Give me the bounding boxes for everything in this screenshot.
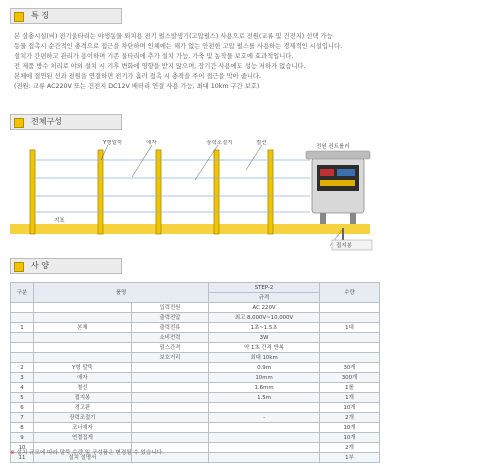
cell-spec: 1.6mm xyxy=(209,383,320,393)
section-title: 전체구성 xyxy=(31,117,62,126)
fence-post xyxy=(214,150,219,234)
cell-no: 3 xyxy=(11,373,34,383)
footnote xyxy=(10,448,164,456)
cell-qty: 1개 xyxy=(320,393,380,403)
fence-post xyxy=(156,150,161,234)
cell-qty: 2개 xyxy=(320,443,380,453)
cell-spec xyxy=(209,453,320,463)
cell-group: 장력조절기 xyxy=(34,413,132,423)
cell-no xyxy=(11,333,34,343)
cell-spec: AC 220V xyxy=(209,303,320,313)
cell-item xyxy=(131,403,208,413)
table-row xyxy=(11,433,380,443)
table-row xyxy=(11,323,380,333)
cell-group: 본체 xyxy=(34,323,132,333)
cell-qty xyxy=(320,313,380,323)
cell-spec: 최고 8,000V~10,000V xyxy=(209,313,320,323)
cell-item xyxy=(131,413,208,423)
cell-spec: 10mm xyxy=(209,373,320,383)
cell-no xyxy=(11,313,34,323)
bullet-square-icon xyxy=(14,118,24,128)
cell-no: 6 xyxy=(11,403,34,413)
cell-group xyxy=(34,343,132,353)
cell-qty: 10개 xyxy=(320,433,380,443)
bullet-square-icon xyxy=(14,12,24,22)
cell-no: 7 xyxy=(11,413,34,423)
table-row xyxy=(11,413,380,423)
cell-no: 2 xyxy=(11,363,34,373)
cell-no: 10 xyxy=(11,443,34,453)
cell-no xyxy=(11,303,34,313)
table-row xyxy=(11,303,380,313)
cell-no: 8 xyxy=(11,423,34,433)
paragraph-line: (전원: 교류 AC220V 또는 건전지 DC12V 배터리 연결 사용 가능, 최대 10km 구간 보호) xyxy=(14,83,260,90)
cell-spec xyxy=(209,443,320,453)
paragraph-line: 동물 접촉시 순간적인 충격으로 접근을 차단하며 인체에는 해가 없는 안전한 고압 펄스를 사용하는 경제적인 시설입니다. xyxy=(14,43,343,50)
cell-qty: 10개 xyxy=(320,403,380,413)
cell-qty: 10개 xyxy=(320,423,380,433)
section-header-specs xyxy=(10,258,122,274)
cell-group: 철선 xyxy=(34,383,132,393)
label-controller: 전원 컨트롤러 xyxy=(316,144,350,150)
bullet-square-icon xyxy=(14,262,24,272)
cell-qty xyxy=(320,353,380,363)
cell-item: 출력전압 xyxy=(131,313,208,323)
cell-item xyxy=(131,373,208,383)
cell-item: 펄스간격 xyxy=(131,343,208,353)
cell-spec: - xyxy=(209,413,320,423)
cell-qty: 1대 xyxy=(320,323,380,333)
cell-group: 경고판 xyxy=(34,403,132,413)
col-header-qty: 수량 xyxy=(320,283,380,303)
table-row xyxy=(11,383,380,393)
cell-item xyxy=(131,393,208,403)
label-post: Y형말뚝 xyxy=(103,140,123,146)
label-tension: 장력조절기 xyxy=(206,140,233,146)
cell-qty xyxy=(320,303,380,313)
cell-group: Y형 말뚝 xyxy=(34,363,132,373)
cell-qty: 1롤 xyxy=(320,383,380,393)
paragraph-line: 전 제품 방수 처리로 야외 설치 시 기후 변화에 영향을 받지 않으며, 장기간 사용에도 성능 저하가 없습니다. xyxy=(14,63,306,70)
cell-item: 소비전력 xyxy=(131,333,208,343)
cell-spec: 약 1초 간격 반복 xyxy=(209,343,320,353)
paragraph-line: 본체에 절연된 선과 전원을 연결하면 전기가 흘러 접촉 시 충격을 주어 접근을 막아 줍니다. xyxy=(14,73,262,80)
cell-group: 애자 xyxy=(34,373,132,383)
footnote-mark: ※ xyxy=(10,450,15,456)
cell-no: 5 xyxy=(11,393,34,403)
cell-group xyxy=(34,353,132,363)
cell-group: 설치 설명서 xyxy=(34,453,132,463)
table-row xyxy=(11,363,380,373)
section-title: 사 양 xyxy=(31,261,49,270)
cell-spec: 최대 10km xyxy=(209,353,320,363)
cell-group: 코너애자 xyxy=(34,423,132,433)
fence-diagram xyxy=(10,140,385,252)
table-row xyxy=(11,373,380,383)
label-insulator: 애자 xyxy=(146,140,157,146)
cell-group xyxy=(34,333,132,343)
cell-no: 1 xyxy=(11,323,34,333)
col-header-spec: 규격 xyxy=(209,293,320,303)
fence-post xyxy=(30,150,35,234)
table-row xyxy=(11,343,380,353)
cell-item: 보호거리 xyxy=(131,353,208,363)
cell-qty xyxy=(320,333,380,343)
cell-group: 접지봉 xyxy=(34,393,132,403)
table-row xyxy=(11,403,380,413)
paragraph-line: 설치가 간편하고 관리가 용이하며 기존 울타리에 추가 설치 가능, 가축 및 농작물 보호에 효과적입니다. xyxy=(14,53,294,60)
fence-post xyxy=(268,150,273,234)
footnote-text: 설치 규모에 따라 말뚝 수량 및 구성품은 변경될 수 있습니다. xyxy=(16,450,164,456)
cell-item: 입력전원 xyxy=(131,303,208,313)
cell-group xyxy=(34,303,132,313)
table-row xyxy=(11,313,380,323)
cell-group xyxy=(34,313,132,323)
table-row xyxy=(11,333,380,343)
label-wire: 철선 xyxy=(256,140,267,146)
cell-qty: 2개 xyxy=(320,413,380,423)
paragraph-line: 본 살충시설(비) 전기울타리는 야생동물 퇴치용 전기 펄스발생기(고압펄스) 사용으로 전원(교류 및 건전지) 선택 가능 xyxy=(14,33,333,40)
cell-no: 9 xyxy=(11,433,34,443)
label-ground: 지표 xyxy=(54,218,65,224)
cell-item xyxy=(131,363,208,373)
controller-box xyxy=(306,151,370,224)
cell-no xyxy=(11,353,34,363)
cell-spec xyxy=(209,423,320,433)
cell-group: 연결집게 xyxy=(34,433,132,443)
fence-post xyxy=(98,150,103,234)
cell-item: 출력전류 xyxy=(131,323,208,333)
cell-no: 4 xyxy=(11,383,34,393)
cell-qty: 30개 xyxy=(320,363,380,373)
cell-spec xyxy=(209,403,320,413)
col-header-no: 구분 xyxy=(11,283,34,303)
cell-item xyxy=(131,383,208,393)
cell-qty: 300개 xyxy=(320,373,380,383)
cell-qty: 1부 xyxy=(320,453,380,463)
cell-spec xyxy=(209,433,320,443)
cell-spec: 0.9m xyxy=(209,363,320,373)
table-row xyxy=(11,353,380,363)
cell-spec: 3W xyxy=(209,333,320,343)
col-header-name: 품명 xyxy=(34,283,209,303)
section-header-layout xyxy=(10,114,122,130)
cell-no xyxy=(11,343,34,353)
col-header-model: STEP-2 xyxy=(209,283,320,293)
cell-no: 11 xyxy=(11,453,34,463)
cell-spec: 1.5m xyxy=(209,393,320,403)
table-row xyxy=(11,393,380,403)
spec-table xyxy=(10,282,380,463)
cell-spec: 1초~1.5초 xyxy=(209,323,320,333)
cell-item xyxy=(131,423,208,433)
label-earth: 접지봉 xyxy=(336,243,352,249)
cell-qty xyxy=(320,343,380,353)
section-title: 특 징 xyxy=(31,11,49,20)
ground-strip xyxy=(10,224,370,234)
cell-item xyxy=(131,433,208,443)
section-header-features xyxy=(10,8,122,24)
table-row xyxy=(11,423,380,433)
